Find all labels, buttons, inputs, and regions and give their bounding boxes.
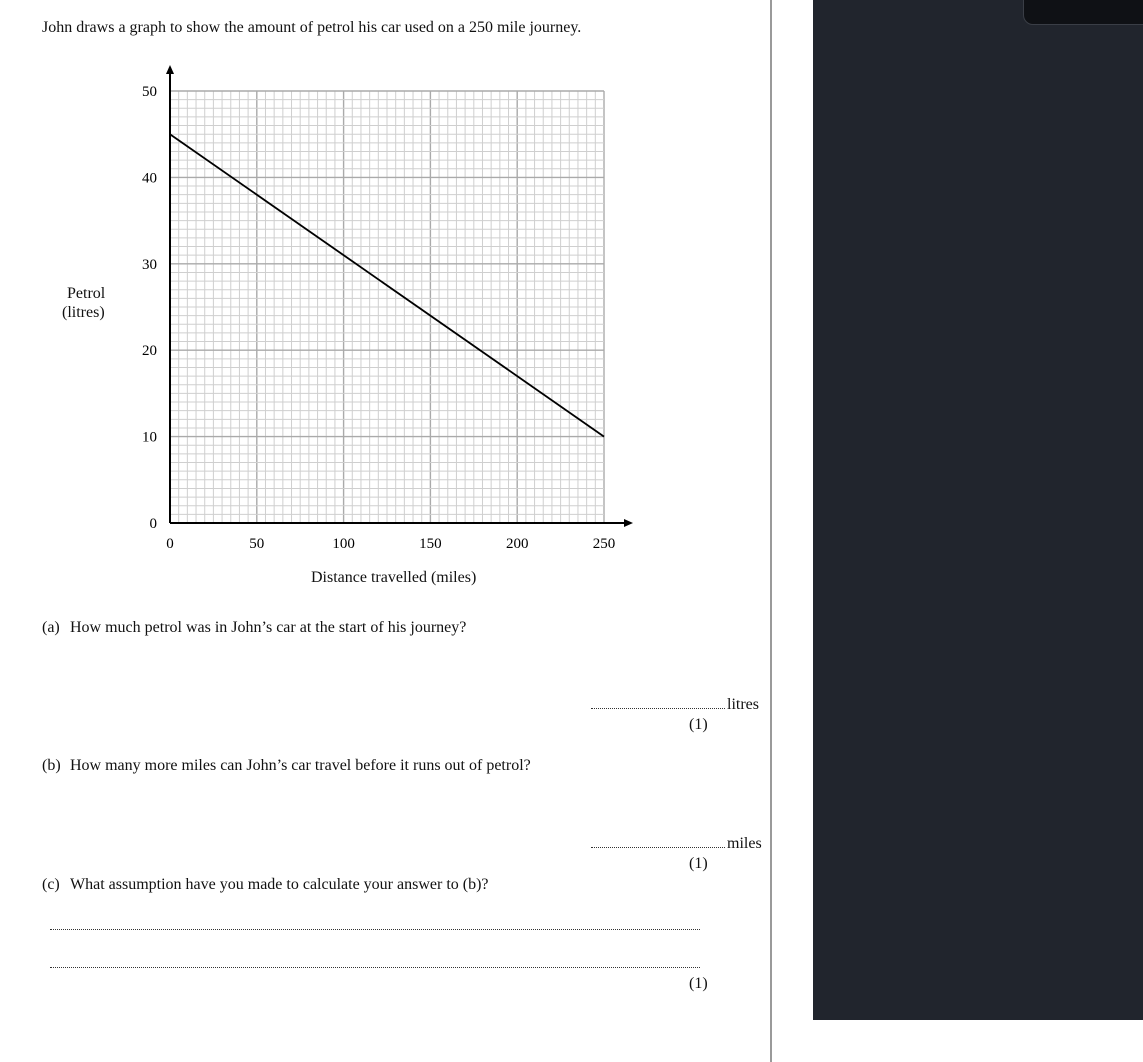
y-tick-label: 50 [142,84,157,100]
x-tick-label: 250 [592,536,616,552]
answer-b-unit: miles [727,835,762,852]
answer-a-unit: litres [727,696,759,713]
x-tick-label: 200 [505,536,529,552]
x-tick-label: 0 [166,536,174,552]
y-tick-label: 0 [149,516,157,532]
x-tick-label: 150 [419,536,442,552]
question-c-label: (c) [42,876,60,893]
y-tick-label: 30 [142,256,157,273]
y-tick-label: 10 [142,429,157,446]
y-tick-label: 20 [142,343,157,360]
x-axis-arrow [624,519,633,527]
question-b-marks: (1) [689,855,708,872]
y-axis-label-line1: Petrol [67,285,106,302]
question-c-marks: (1) [689,975,708,992]
question-b-text: How many more miles can John’s car travel before it runs out of petrol? [70,757,531,774]
question-b-label: (b) [42,757,61,774]
question-a-text: How much petrol was in John’s car at the start of his journey? [70,619,467,636]
y-axis-arrow [166,65,174,74]
question-a-marks: (1) [689,716,708,733]
petrol-chart [0,0,813,600]
side-panel [813,0,1143,1020]
y-tick-label: 40 [142,170,157,187]
top-toolbar [1023,0,1143,25]
answer-c-line-2[interactable] [50,967,700,968]
answer-c-line-1[interactable] [50,929,700,930]
y-axis-label-line2: (litres) [62,304,105,321]
intro-text: John draws a graph to show the amount of petrol his car used on a 250 mile journey. [42,19,582,36]
page-edge [700,0,772,1062]
x-tick-label: 50 [249,536,265,552]
x-axis-label: Distance travelled (miles) [311,569,477,586]
question-a-label: (a) [42,619,60,636]
x-tick-label: 100 [332,536,355,552]
question-c-text: What assumption have you made to calculate your answer to (b)? [70,876,489,893]
